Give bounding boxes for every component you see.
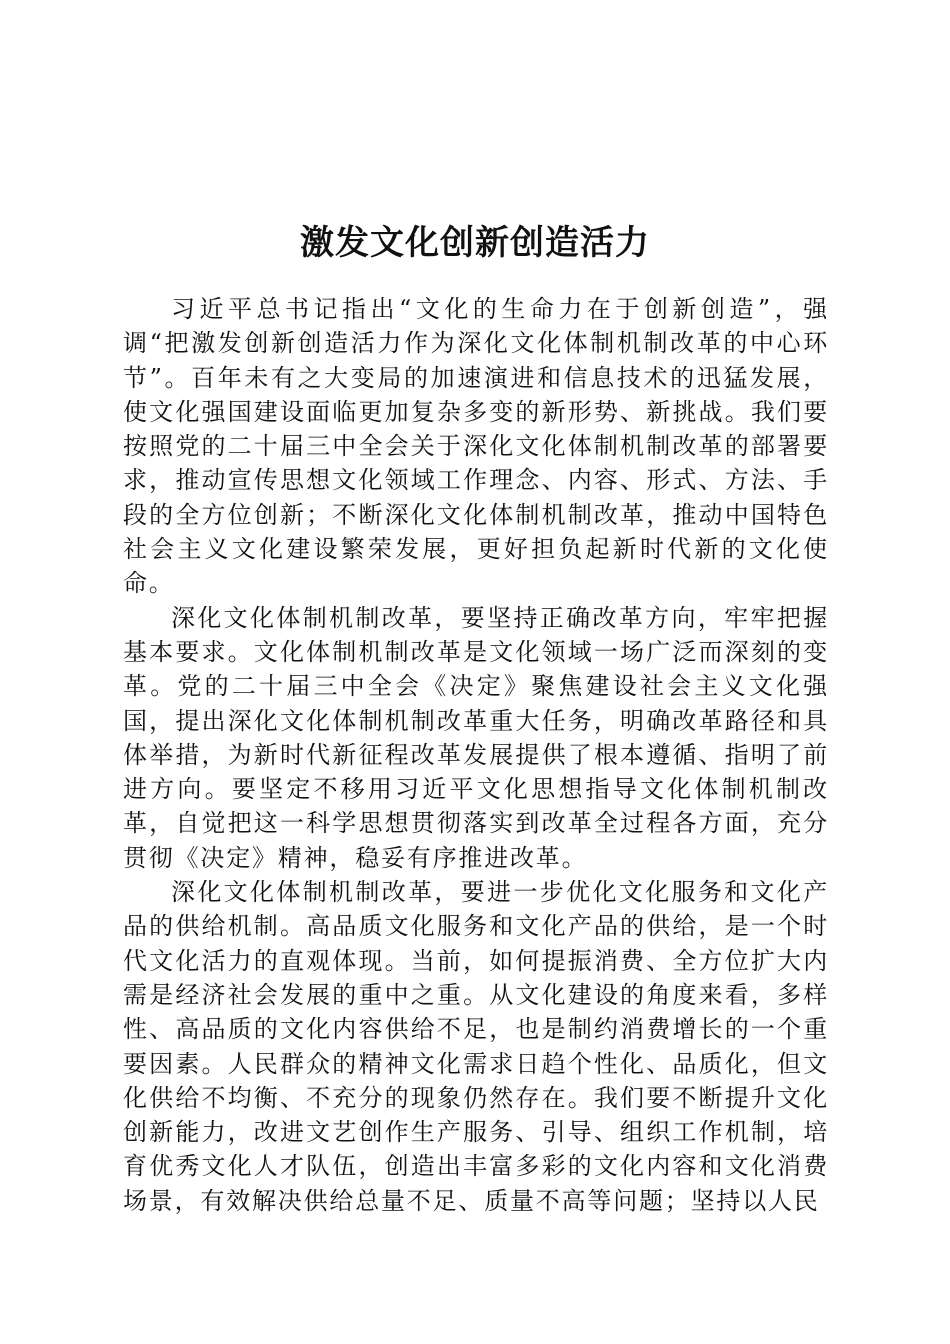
document-title: 激发文化创新创造活力 [300,222,650,263]
paragraph-3: 深化文化体制机制改革，要进一步优化文化服务和文化产品的供给机制。高品质文化服务和文化产品的供给，是一个时代文化活力的直观体现。当前，如何提振消费、全方位扩大内需是经济社会发展的重中之重。从文化建设的角度来看，多样性、高品质的文化内容供给不足，也是制约消费增长的一个重要因素。人民群众的精神文化需求日趋个性化、品质化，但文化供给不均衡、不充分的现象仍然存在。我们要不断提升文化创新能力，改进文艺创作生产服务、引导、组织工作机制，培育优秀文化人才队伍，创造出丰富多彩的文化内容和文化消费场景，有效解决供给总量不足、质量不高等问题；坚持以人民 [123,878,829,1215]
paragraph-1: 习近平总书记指出“文化的生命力在于创新创造”，强调“把激发创新创造活力作为深化文化体制机制改革的中心环节”。百年未有之大变局的加速演进和信息技术的迅猛发展，使文化强国建设面临更加复杂多变的新形势、新挑战。我们要按照党的二十届三中全会关于深化文化体制机制改革的部署要求，推动宣传思想文化领域工作理念、内容、形式、方法、手段的全方位创新；不断深化文化体制机制改革，推动中国特色社会主义文化建设繁荣发展，更好担负起新时代新的文化使命。 [123,295,829,598]
document-body [123,292,829,1218]
paragraph-2: 深化文化体制机制改革，要坚持正确改革方向，牢牢把握基本要求。文化体制机制改革是文化领域一场广泛而深刻的变革。党的二十届三中全会《决定》聚焦建设社会主义文化强国，提出深化文化体制机制改革重大任务，明确改革路径和具体举措，为新时代新征程改革发展提供了根本遵循、指明了前进方向。要坚定不移用习近平文化思想指导文化体制机制改革，自觉把这一科学思想贯彻落实到改革全过程各方面，充分贯彻《决定》精神，稳妥有序推进改革。 [123,603,829,872]
